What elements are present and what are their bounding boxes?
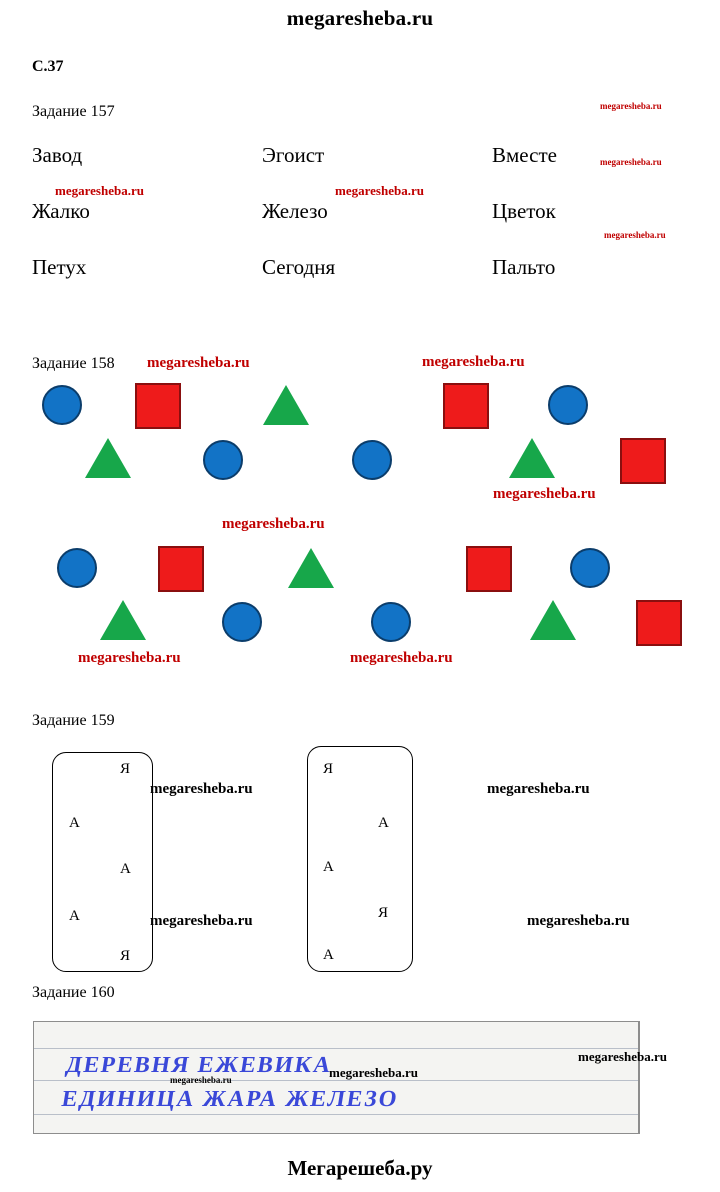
shape-triangle [509,438,555,478]
letter-card-2 [307,746,413,972]
page-label: C.37 [32,58,64,75]
card-letter: А [69,908,80,924]
shape-circle [57,548,97,588]
word: Жалко [32,199,90,223]
shape-triangle [263,385,309,425]
watermark: megaresheba.ru [422,354,525,370]
task-159-title: Задание 159 [32,712,115,729]
shape-triangle [530,600,576,640]
shape-square [158,546,204,592]
card-letter: А [323,947,334,963]
shape-circle [222,602,262,642]
watermark: megaresheba.ru [150,781,253,797]
watermark: megaresheba.ru [527,913,630,929]
card-letter: Я [323,761,334,777]
task-157-words [32,143,632,311]
watermark: megaresheba.ru [600,157,662,167]
letter-card-1 [52,752,153,972]
watermark: megaresheba.ru [150,913,253,929]
card-letter: Я [120,948,131,964]
word: Цветок [492,199,556,223]
shape-triangle [85,438,131,478]
watermark: megaresheba.ru [78,650,181,666]
word: Вместе [492,143,557,167]
shape-square [466,546,512,592]
task-160-title: Задание 160 [32,984,115,1001]
shape-circle [570,548,610,588]
shape-circle [548,385,588,425]
shape-square [636,600,682,646]
shape-square [443,383,489,429]
shape-square [135,383,181,429]
card-letter: А [323,859,334,875]
shape-triangle [100,600,146,640]
task-158-title: Задание 158 [32,355,115,372]
shape-circle [203,440,243,480]
word: Пальто [492,255,556,279]
word: Завод [32,143,83,167]
watermark: megaresheba.ru [493,486,596,502]
word: Сегодня [262,255,336,279]
word: Петух [32,255,87,279]
shape-circle [371,602,411,642]
word: Железо [262,199,328,223]
shape-triangle [288,548,334,588]
site-header: megaresheba.ru [286,6,434,30]
card-letter: А [69,815,80,831]
watermark: megaresheba.ru [329,1065,418,1080]
watermark: megaresheba.ru [600,101,662,111]
watermark: megaresheba.ru [147,355,250,371]
word-row [32,199,632,255]
watermark: megaresheba.ru [335,183,424,198]
card-letter: Я [378,905,389,921]
shape-square [620,438,666,484]
watermark: megaresheba.ru [350,650,453,666]
watermark: megaresheba.ru [604,230,666,240]
watermark: megaresheba.ru [578,1049,667,1064]
watermark: megaresheba.ru [55,183,144,198]
shape-circle [42,385,82,425]
word-row [32,255,632,311]
watermark: megaresheba.ru [222,516,325,532]
watermark: megaresheba.ru [487,781,590,797]
watermark: megaresheba.ru [170,1075,232,1085]
task-157-title: Задание 157 [32,103,115,120]
handwriting-line-1: ДЕРЕВНЯ ЕЖЕВИКА [64,1052,335,1077]
card-letter: А [120,861,131,877]
handwriting-line-2: ЕДИНИЦА ЖАРА ЖЕЛЕЗО [60,1086,401,1111]
shape-circle [352,440,392,480]
word: Эгоист [262,143,325,167]
site-footer: Мегарешеба.ру [287,1156,433,1180]
card-letter: Я [120,761,131,777]
card-letter: А [378,815,389,831]
